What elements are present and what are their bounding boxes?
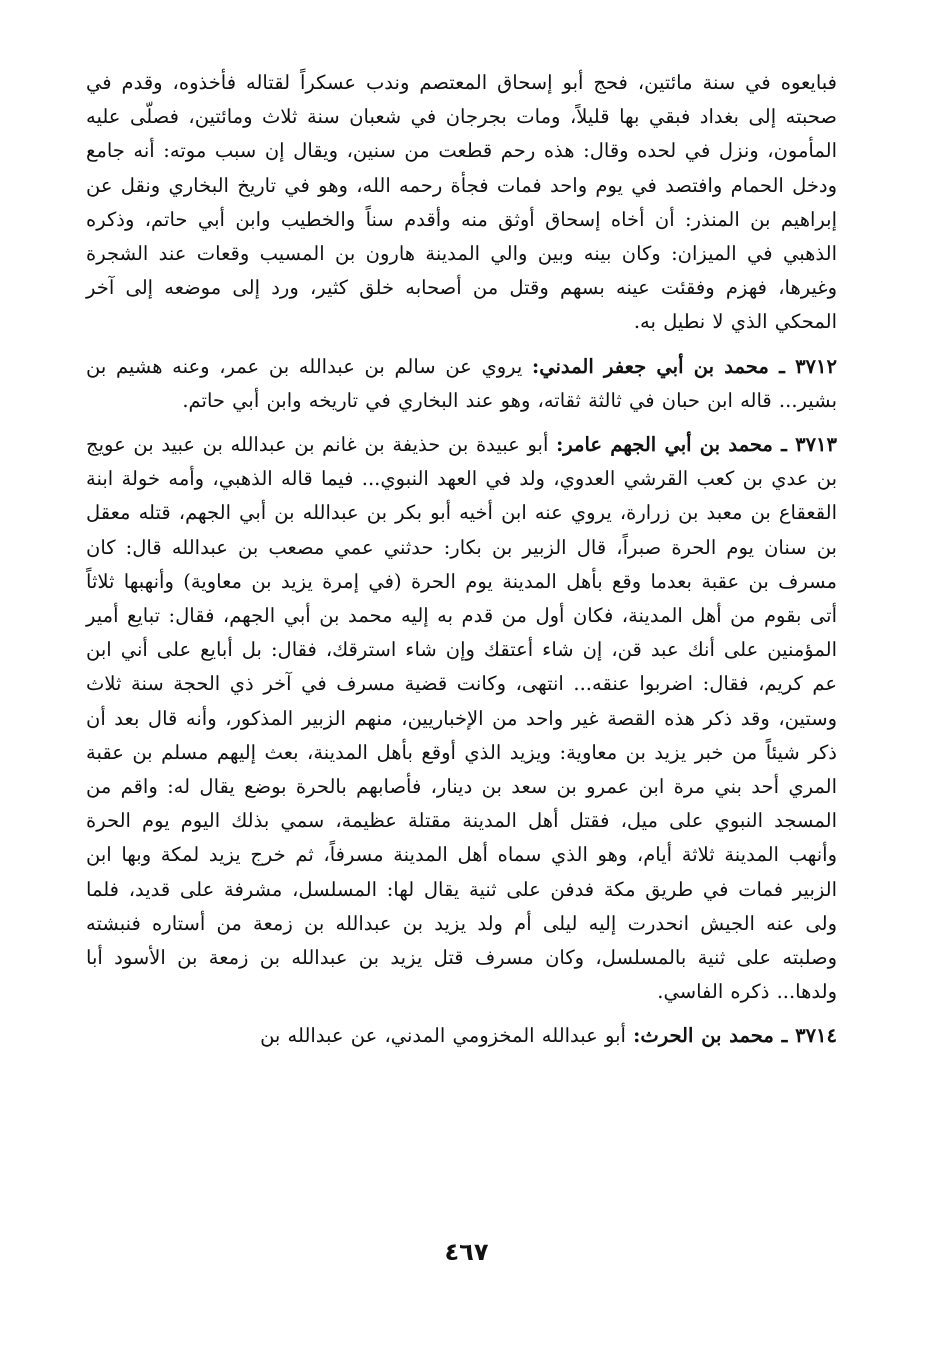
page-number: ٤٦٧	[444, 1238, 489, 1266]
intro-paragraph: فبايعوه في سنة مائتين، فحج أبو إسحاق المعتصم وندب عسكراً لقتاله فأخذوه، وقدم في صحبته إلى بغداد فبقي بها قليلاً، ومات بجرجان في شعبان سنة ثلاث ومائتين، فصلّى عليه المأمون، ونزل في لحده وقال: هذه رحم قطعت من سنين، ويقال إن سبب موته: أنه جامع ودخل الحمام وافتصد في يوم واحد فمات فجأة رحمه الله، وهو في تاريخ البخاري ونقل عن إبراهيم بن المنذر: أن أخاه إسحاق أوثق منه وأقدم سناً والخطيب وابن أبي حاتم، وذكره الذهبي في الميزان: وكان بينه وبين والي المدينة هارون بن المسيب وقعات عند الشجرة وغيرها، فهزم وفقئت عينه بسهم وقتل من أصحابه خلق كثير، ورد إلى موضعه إلى آخر المحكي الذي لا نطيل به.	[86, 71, 837, 334]
entry-body: يروي عن سالم بن عبدالله بن عمر، وعنه هشيم بن بشير... قاله ابن حبان في ثالثة ثقاته، وهو عند البخاري في تاريخه وابن أبي حاتم.	[86, 354, 837, 412]
entry-body: أبو عبيدة بن حذيفة بن غانم بن عبدالله بن عبيد بن عويج بن عدي بن كعب القرشي العدوي، ولد في العهد النبوي... فيما قاله الذهبي، وأمه خولة ابنة القعقاع بن معبد بن زرارة، يروي عنه ابن أخيه أبو بكر بن عبدالله بن أبي الجهم، قتله معقل بن سنان يوم الحرة صبراً، قال الزبير بن بكار: حدثني عمي مصعب بن عبدالله قال: كان مسرف بن عقبة بعدما وقع بأهل المدينة يوم الحرة (في إمرة يزيد بن معاوية) وأنهبها ثلاثاً أتى بقوم من أهل المدينة، فكان أول من قدم به إليه محمد بن أبي الجهم، فقال: تبايع أمير المؤمنين على أنك عبد قن، إن شاء أعتقك وإن شاء استرقك، فقال: بل أبايع على أني ابن عم كريم، فقال: اضربوا عنقه... انتهى، وكانت قضية مسرف في آخر ذي الحجة سنة ثلاث وستين، وقد ذكر هذه القصة غير واحد من الإخباريين، منهم الزبير المذكور، وأنه قال بعد أن ذكر شيئاً من خبر يزيد بن معاوية: ويزيد الذي أوقع بأهل المدينة، بعث إليهم مسلم بن عقبة المري أحد بني مرة ابن عمرو بن سعد بن دينار، فأصابهم بالحرة بوضع يقال له: واقم من المسجد النبوي على ميل، فقتل أهل المدينة مقتلة عظيمة، سمي بذلك اليوم يوم الحرة وأنهب المدينة ثلاثة أيام، وهو الذي سماه أهل المدينة مسرفاً، ثم خرج يزيد لمكة وبها ابن الزبير فمات في طريق مكة فدفن على ثنية يقال لها: المسلسل، مشرفة على قديد، فلما ولى عنه الجيش انحدرت إليه ليلى أم ولد يزيد بن عبدالله بن زمعة من أستاره فنبشته وصلبته على ثنية بالمسلسل، وكان مسرف قتل يزيد بن عبدالله بن زمعة بن الأسود أبا ولدها... ذكره الفاسي.	[86, 433, 837, 1004]
entry-heading: ٣٧١٢ ـ محمد بن أبي جعفر المدني:	[532, 354, 837, 378]
entry-3713	[86, 428, 837, 1009]
entry-heading: ٣٧١٣ ـ محمد بن أبي الجهم عامر:	[556, 433, 837, 457]
entry-3714	[86, 1019, 837, 1053]
entry-3712	[86, 350, 837, 418]
entry-heading: ٣٧١٤ ـ محمد بن الحرث:	[633, 1024, 837, 1048]
entry-body: أبو عبدالله المخزومي المدني، عن عبدالله بن	[260, 1024, 626, 1048]
page-text-block	[86, 66, 837, 1054]
